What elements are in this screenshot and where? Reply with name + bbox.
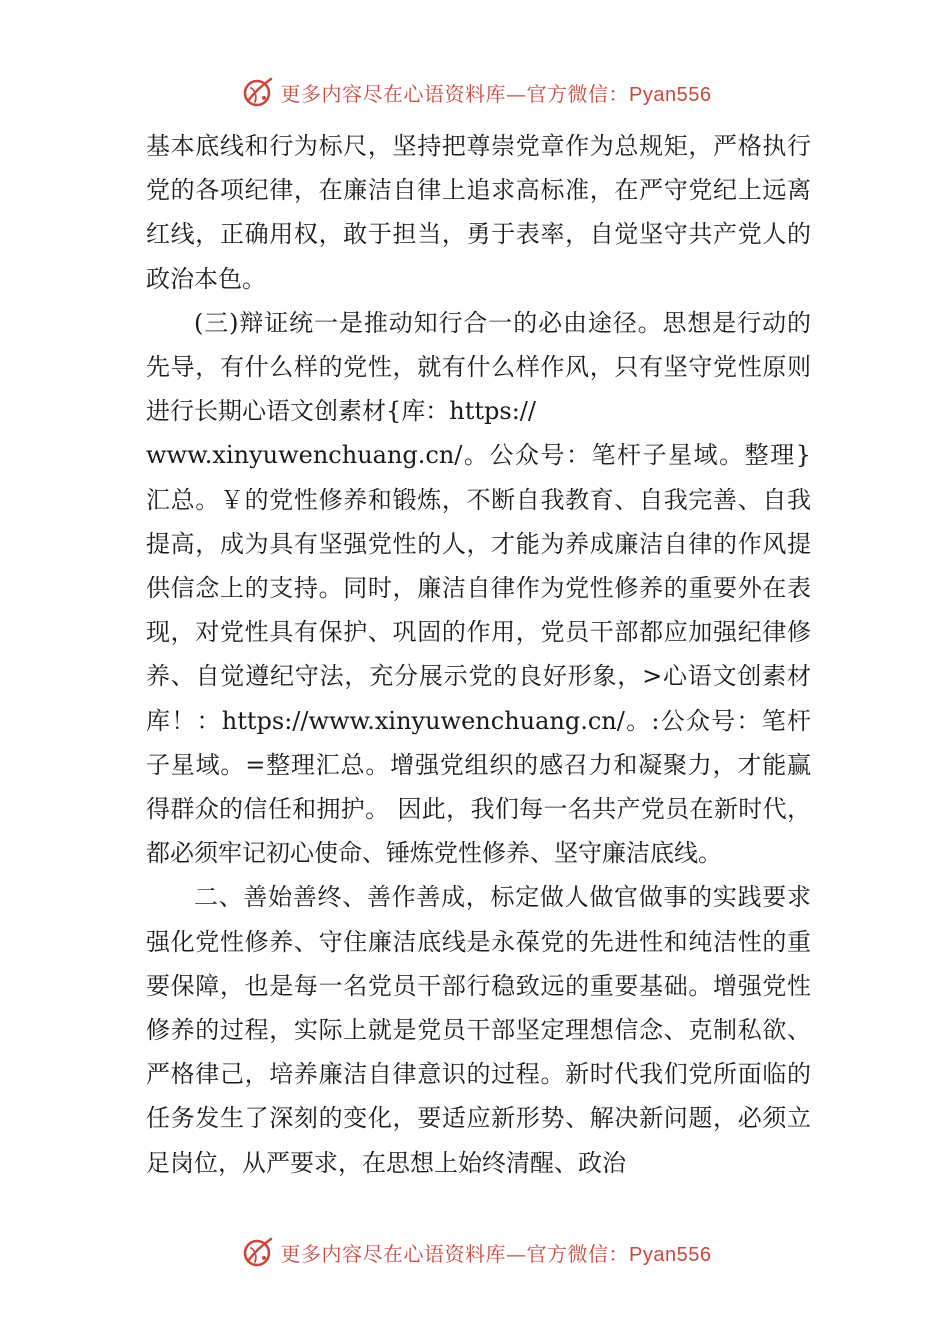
paragraph-1: 基本底线和行为标尺，坚持把尊崇党章作为总规矩，严格执行党的各项纪律，在廉洁自律上追求高标准，在严守党纪上远离红线，正确用权，敢于担当，勇于表率，自觉坚守共产党人的政治本色。 bbox=[146, 132, 811, 293]
banner-wechat-id: Pyan556 bbox=[629, 83, 712, 106]
brush-circle-logo-icon bbox=[239, 74, 275, 110]
banner-text: 更多内容尽在心语资料库—官方微信：Pyan556 bbox=[280, 1241, 712, 1266]
brush-circle-logo-icon bbox=[239, 1234, 275, 1270]
paragraph-4: 二、善始善终、善作善成，标定做人做官做事的实践要求强化党性修养、守住廉洁底线是永葆党的先进性和纯洁性的重要保障，也是每一名党员干部行稳致远的重要基础。增强党性修养的过程，实际上就是党员干部坚定理想信念、克制私欲、严格律己，培养廉洁自律意识的过程。新时代我们党所面临的任务发生了深刻的变化，要适应新形势、解决新问题，必须立足岗位，从严要求，在思想上始终清醒、政治 bbox=[146, 883, 811, 1177]
paragraph-2: (三)辩证统一是推动知行合一的必由途径。思想是行动的先导，有什么样的党性，就有什么样作风，只有坚守党性原则进行长期心语文创素材{库：https:// bbox=[146, 308, 811, 426]
banner-wechat-id: Pyan556 bbox=[629, 1243, 712, 1266]
document-body bbox=[146, 124, 811, 1185]
paragraph-3: www.xinyuwenchuang.cn/。公众号：笔杆子星域。整理}汇总。￥的党性修养和锻炼，不断自我教育、自我完善、自我提高，成为具有坚强党性的人，才能为养成廉洁自律的作风提供信念上的支持。同时，廉洁自律作为党性修养的重要外在表现，对党性具有保护、巩固的作用，党员干部都应加强纪律修养、自觉遵纪守法，充分展示党的良好形象，>心语文创素材库！：https://www.xinyuwenchuang.cn/。:公众号：笔杆子星域。=整理汇总。增强党组织的感召力和凝聚力，才能赢得群众的信任和拥护。 因此，我们每一名共产党员在新时代，都必须牢记初心使命、锤炼党性修养、坚守廉洁底线。 bbox=[146, 441, 811, 868]
banner-text: 更多内容尽在心语资料库—官方微信：Pyan556 bbox=[280, 81, 712, 106]
footer-banner bbox=[0, 1232, 950, 1272]
header-banner bbox=[0, 72, 950, 112]
